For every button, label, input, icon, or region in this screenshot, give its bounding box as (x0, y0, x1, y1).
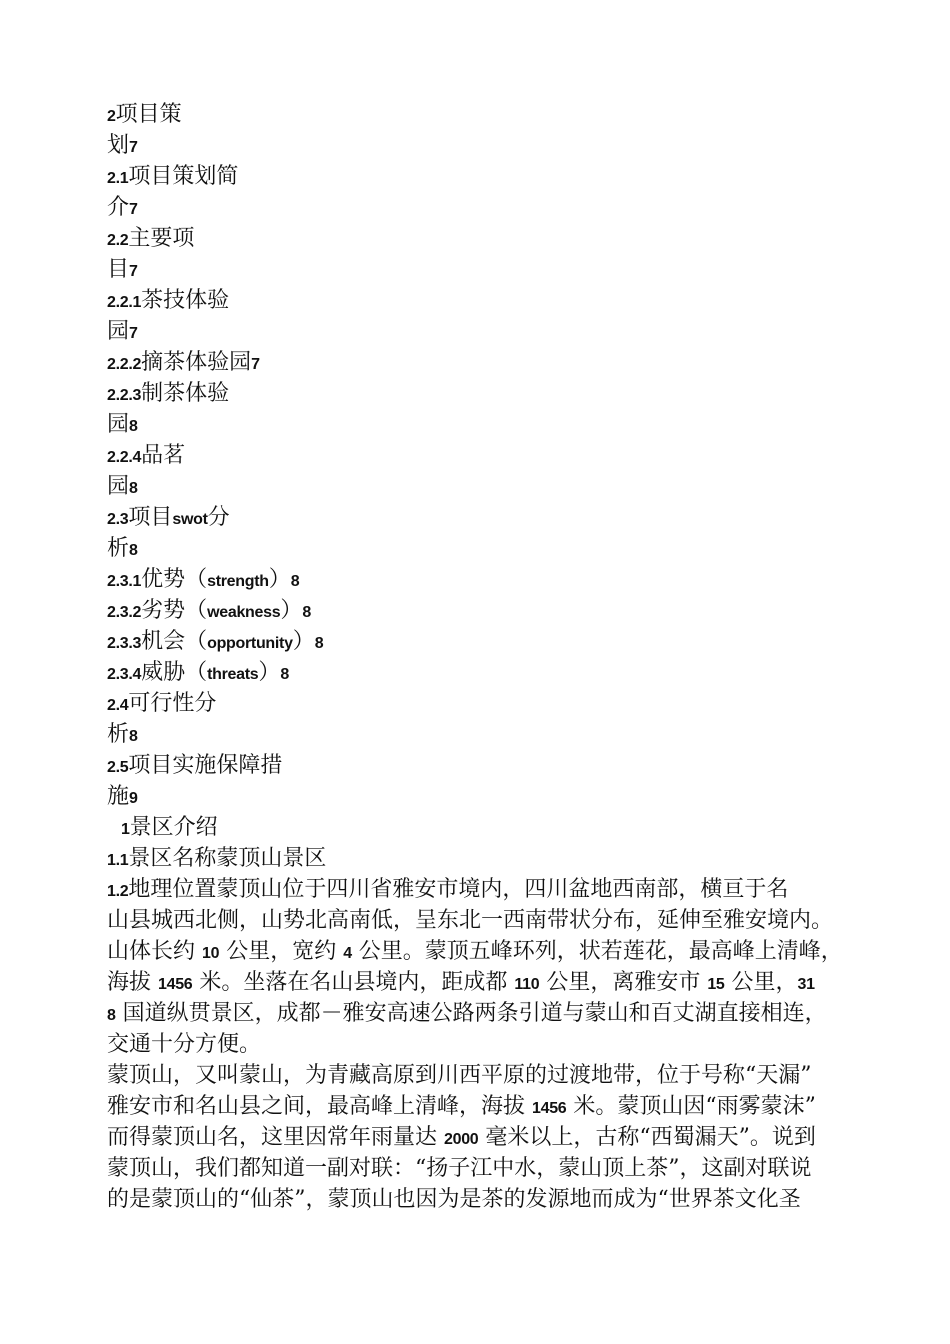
paragraph-geography (107, 874, 867, 1060)
toc-entry (107, 161, 867, 192)
paragraph-mengding (107, 1060, 867, 1215)
toc-entry-number: 2.3.2 (107, 604, 142, 621)
paragraph-text: 蒙顶山，又叫蒙山，为青藏高原到川西平原的过渡地带，位于号称“天漏” (107, 1063, 812, 1088)
toc-entry-title: 茶技体验 (141, 288, 230, 313)
paragraph-line (107, 936, 867, 967)
toc-entry (107, 626, 867, 657)
toc-entry-page-number: 8 (129, 542, 138, 559)
toc-entry-number: 2.3.3 (107, 635, 142, 652)
paragraph-line (107, 967, 867, 998)
paragraph-text: 的是蒙顶山的“仙茶”，蒙顶山也因为是茶的发源地而成为“世界茶文化圣 (107, 1187, 801, 1212)
paragraph-text: 蒙顶山，我们都知道一副对联：“扬子江中水，蒙山顶上茶”，这副对联说 (107, 1156, 812, 1181)
toc-entry (107, 440, 867, 471)
toc-entry-page-number: 7 (129, 325, 138, 342)
toc-entry-title: 目 (107, 257, 130, 282)
paragraph-text: 雅安市和名山县之间，最高峰上清峰，海拔 1456 米。蒙顶山因“雨雾蒙沫” (107, 1094, 816, 1119)
toc-entry (107, 750, 867, 781)
toc-entry-title: 项目策划简 (128, 164, 239, 189)
toc-entry (107, 719, 867, 750)
toc-entry (107, 502, 867, 533)
document-body (107, 99, 867, 1215)
toc-entry-latin: weakness (207, 604, 281, 621)
toc-entry (107, 99, 867, 130)
toc-entry-title-suffix: ） (292, 629, 315, 654)
toc-entry-title: 介 (107, 195, 130, 220)
toc-entry-page-number: 8 (129, 728, 138, 745)
toc-entry (107, 254, 867, 285)
toc-entry-title: 主要项 (128, 226, 195, 251)
toc-entry-title-suffix: ） (268, 567, 291, 592)
toc-entry-number: 2.3 (107, 511, 129, 528)
toc-entry-title: 品茗 (141, 443, 186, 468)
toc-entry-title: 摘茶体验园 (141, 350, 252, 375)
toc-entry (107, 533, 867, 564)
toc-entry-number: 2.5 (107, 759, 129, 776)
toc-entry-number: 2.2 (107, 232, 129, 249)
toc-entry-latin: strength (207, 573, 269, 590)
paragraph-line (107, 1184, 867, 1215)
toc-entry-title: 施 (107, 784, 130, 809)
toc-entry-number: 2.2.2 (107, 356, 142, 373)
toc-entry-title: 可行性分 (128, 691, 217, 716)
section-number: 1 (121, 821, 130, 838)
toc-entry-page-number: 7 (129, 201, 138, 218)
toc-entry (107, 781, 867, 812)
paragraph-text: 8 国道纵贯景区，成都－雅安高速公路两条引道与蒙山和百丈湖直接相连， (107, 1001, 827, 1026)
section-title: 景区介绍 (129, 815, 218, 840)
toc-entry-page-number: 8 (280, 666, 289, 683)
toc-entry (107, 192, 867, 223)
paragraph-line (107, 1153, 867, 1184)
paragraph-text: 地理位置蒙顶山位于四川省雅安市境内，四川盆地西南部，横亘于名 (128, 877, 789, 902)
toc-entry (107, 316, 867, 347)
toc-entry-number: 2.3.1 (107, 573, 142, 590)
paragraph-line (107, 905, 867, 936)
toc-entry-page-number: 7 (251, 356, 260, 373)
paragraph-line (107, 1122, 867, 1153)
toc-entry-title: 项目实施保障措 (128, 753, 283, 778)
toc-entry-title: 项目 (128, 505, 173, 530)
paragraph-line (107, 998, 867, 1029)
toc-entry (107, 347, 867, 378)
toc-entry-latin: opportunity (207, 635, 293, 652)
paragraph-text: 而得蒙顶山名，这里因常年雨量达 2000 毫米以上，古称“西蜀漏天”。说到 (107, 1125, 816, 1150)
paragraph-text: 海拔 1456 米。坐落在名山县境内，距成都 110 公里，离雅安市 15 公里，31 (107, 970, 815, 995)
table-of-contents (107, 99, 867, 812)
toc-entry-page-number: 9 (129, 790, 138, 807)
section-heading-1 (107, 812, 867, 843)
paragraph-text: 交通十分方便。 (107, 1032, 262, 1057)
toc-entry-page-number: 8 (314, 635, 324, 652)
toc-entry (107, 564, 867, 595)
toc-entry-title: 机会（ (141, 629, 208, 654)
section-number: 1.2 (107, 883, 129, 900)
toc-entry-title: 析 (107, 536, 130, 561)
toc-entry-page-number: 8 (290, 573, 300, 590)
toc-entry-title: 制茶体验 (141, 381, 230, 406)
toc-entry-title-suffix: ） (258, 660, 281, 685)
toc-entry-number: 2.2.3 (107, 387, 142, 404)
toc-entry (107, 409, 867, 440)
toc-entry-number: 2.1 (107, 170, 129, 187)
toc-entry-title: 园 (107, 412, 130, 437)
toc-entry-title: 园 (107, 474, 130, 499)
toc-entry (107, 471, 867, 502)
toc-entry-latin: swot (172, 511, 208, 528)
toc-entry-title: 劣势（ (141, 598, 208, 623)
toc-entry-number: 2.2.4 (107, 449, 142, 466)
paragraph-text: 山县城西北侧，山势北高南低，呈东北一西南带状分布，延伸至雅安境内。 (107, 908, 834, 933)
toc-entry-title: 威胁（ (141, 660, 208, 685)
paragraph-line (107, 1029, 867, 1060)
paragraph-text: 山体长约 10 公里，宽约 4 公里。蒙顶五峰环列，状若莲花，最高峰上清峰， (107, 939, 843, 964)
toc-entry-title: 析 (107, 722, 130, 747)
toc-entry-title: 项目策 (115, 102, 182, 127)
toc-entry-title-suffix: ） (280, 598, 303, 623)
section-heading-1-1 (107, 843, 867, 874)
toc-entry (107, 130, 867, 161)
toc-entry-number: 2.3.4 (107, 666, 142, 683)
toc-entry (107, 285, 867, 316)
paragraph-line (107, 1060, 867, 1091)
toc-entry-title-suffix: 分 (207, 505, 230, 530)
toc-entry-latin: threats (207, 666, 259, 683)
section-title: 景区名称蒙顶山景区 (128, 846, 327, 871)
toc-entry-title: 优势（ (141, 567, 208, 592)
toc-entry (107, 595, 867, 626)
toc-entry-title: 划 (107, 133, 130, 158)
toc-entry-title: 园 (107, 319, 130, 344)
toc-entry-page-number: 8 (129, 480, 138, 497)
paragraph-line (107, 1091, 867, 1122)
toc-entry-number: 2.4 (107, 697, 129, 714)
toc-entry-page-number: 8 (302, 604, 311, 621)
toc-entry-page-number: 8 (129, 418, 138, 435)
toc-entry (107, 657, 867, 688)
toc-entry (107, 223, 867, 254)
toc-entry (107, 378, 867, 409)
paragraph-line (107, 874, 867, 905)
toc-entry-number: 2.2.1 (107, 294, 142, 311)
toc-entry (107, 688, 867, 719)
toc-entry-page-number: 7 (129, 139, 138, 156)
section-number: 1.1 (107, 852, 129, 869)
toc-entry-number: 2 (107, 108, 116, 125)
toc-entry-page-number: 7 (129, 263, 138, 280)
